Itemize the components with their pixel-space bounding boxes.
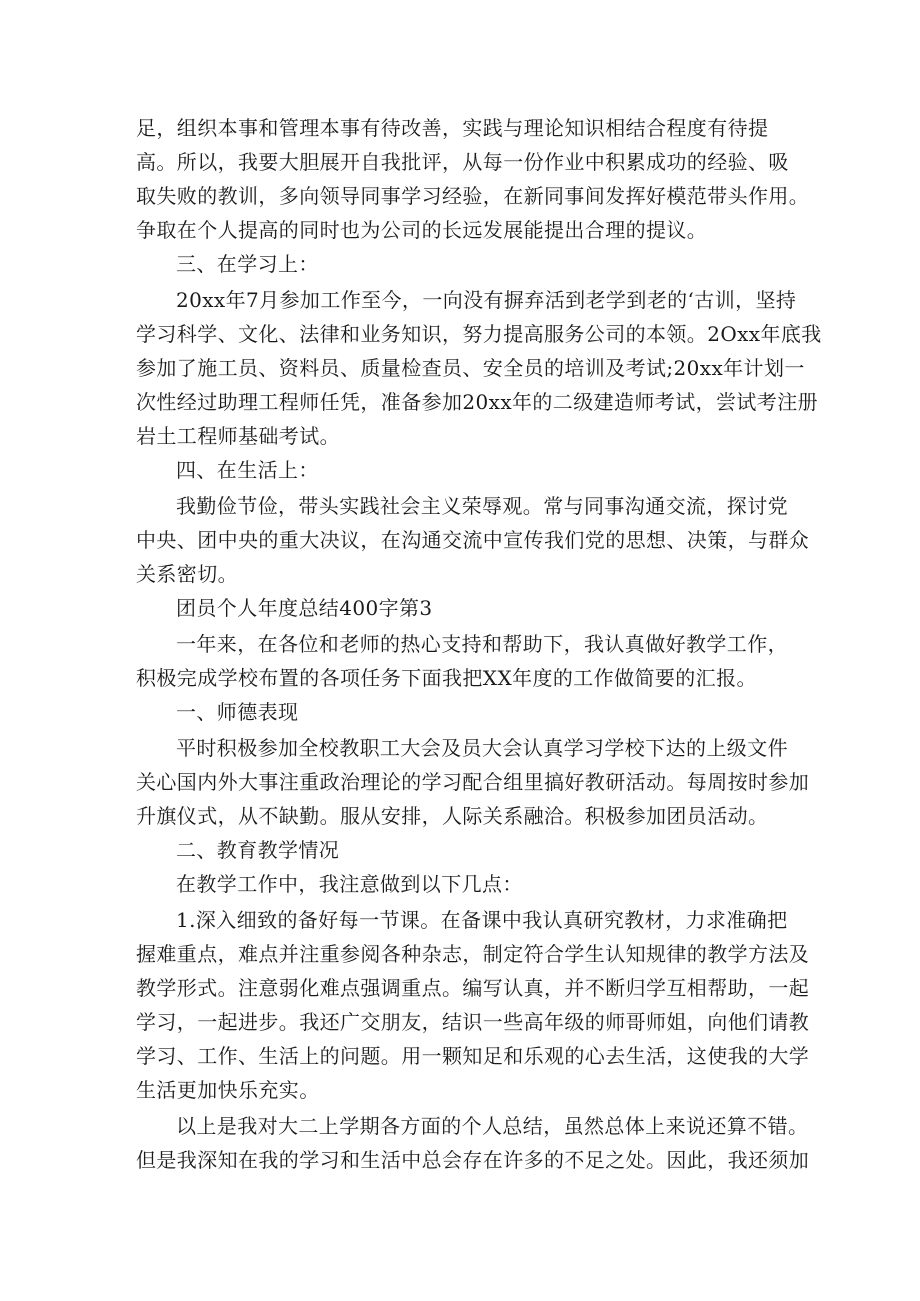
- text-line: 积极完成学校布置的各项任务下面我把XX年度的工作做简要的汇报。: [136, 666, 757, 690]
- text-line: 20xx年7月参加工作至今，一向没有摒弃活到老学到老的‘古训，坚持: [176, 288, 797, 312]
- text-line: 足，组织本事和管理本事有待改善，实践与理论知识相结合程度有待提: [136, 116, 769, 140]
- text-line: 学习、工作、生活上的问题。用一颗知足和乐观的心去生活，这使我的大学: [136, 1044, 810, 1068]
- text-line: 一年来，在各位和老师的热心支持和帮助下，我认真做好教学工作，: [176, 632, 788, 656]
- text-line: 1.深入细致的备好每一节课。在备课中我认真研究教材，力求准确把: [176, 908, 788, 932]
- text-line: 中央、团中央的重大决议，在沟通交流中宣传我们党的思想、决策，与群众: [136, 528, 810, 552]
- article-title: 团员个人年度总结400字第3: [176, 596, 433, 620]
- text-line: 学习科学、文化、法律和业务知识，努力提高服务公司的本领。2Oxx年底我: [136, 322, 822, 346]
- text-line: 关心国内外大事注重政治理论的学习配合组里搞好教研活动。每周按时参加: [136, 770, 810, 794]
- text-line: 岩土工程师基础考试。: [136, 424, 340, 448]
- section-heading: 三、在学习上：: [176, 252, 319, 276]
- text-line: 我勤俭节俭，带头实践社会主义荣辱观。常与同事沟通交流，探讨党: [176, 494, 788, 518]
- text-line: 以上是我对大二上学期各方面的个人总结，虽然总体上来说还算不错。: [176, 1114, 809, 1138]
- text-line: 生活更加快乐充实。: [136, 1078, 320, 1102]
- text-line: 学习，一起进步。我还广交朋友，结识一些高年级的师哥师姐，向他们请教: [136, 1010, 810, 1034]
- text-line: 握难重点，难点并注重参阅各种杂志，制定符合学生认知规律的教学方法及: [136, 942, 810, 966]
- text-line: 次性经过助理工程师任凭，准备参加20xx年的二级建造师考试，尝试考注册: [136, 390, 819, 414]
- text-line: 但是我深知在我的学习和生活中总会存在许多的不足之处。因此，我还须加: [136, 1148, 810, 1172]
- section-heading: 二、教育教学情况: [176, 838, 340, 862]
- text-line: 教学形式。注意弱化难点强调重点。编写认真，并不断归学互相帮助，一起: [136, 976, 810, 1000]
- text-line: 参加了施工员、资料员、质量检查员、安全员的培训及考试;20xx年计划一: [136, 356, 805, 380]
- section-heading: 一、师德表现: [176, 700, 299, 724]
- text-line: 关系密切。: [136, 562, 238, 586]
- text-line: 取失败的教训，多向领导同事学习经验，在新同事间发挥好模范带头作用。: [136, 184, 810, 208]
- section-heading: 四、在生活上：: [176, 458, 319, 482]
- text-line: 平时积极参加全校教职工大会及员大会认真学习学校下达的上级文件: [176, 736, 788, 760]
- text-line: 争取在个人提高的同时也为公司的长远发展能提出合理的提议。: [136, 218, 708, 242]
- text-line: 高。所以，我要大胆展开自我批评，从每一份作业中积累成功的经验、吸: [136, 150, 789, 174]
- text-line: 升旗仪式，从不缺勤。服从安排，人际关系融洽。积极参加团员活动。: [136, 804, 769, 828]
- text-line: 在教学工作中，我注意做到以下几点：: [176, 872, 523, 896]
